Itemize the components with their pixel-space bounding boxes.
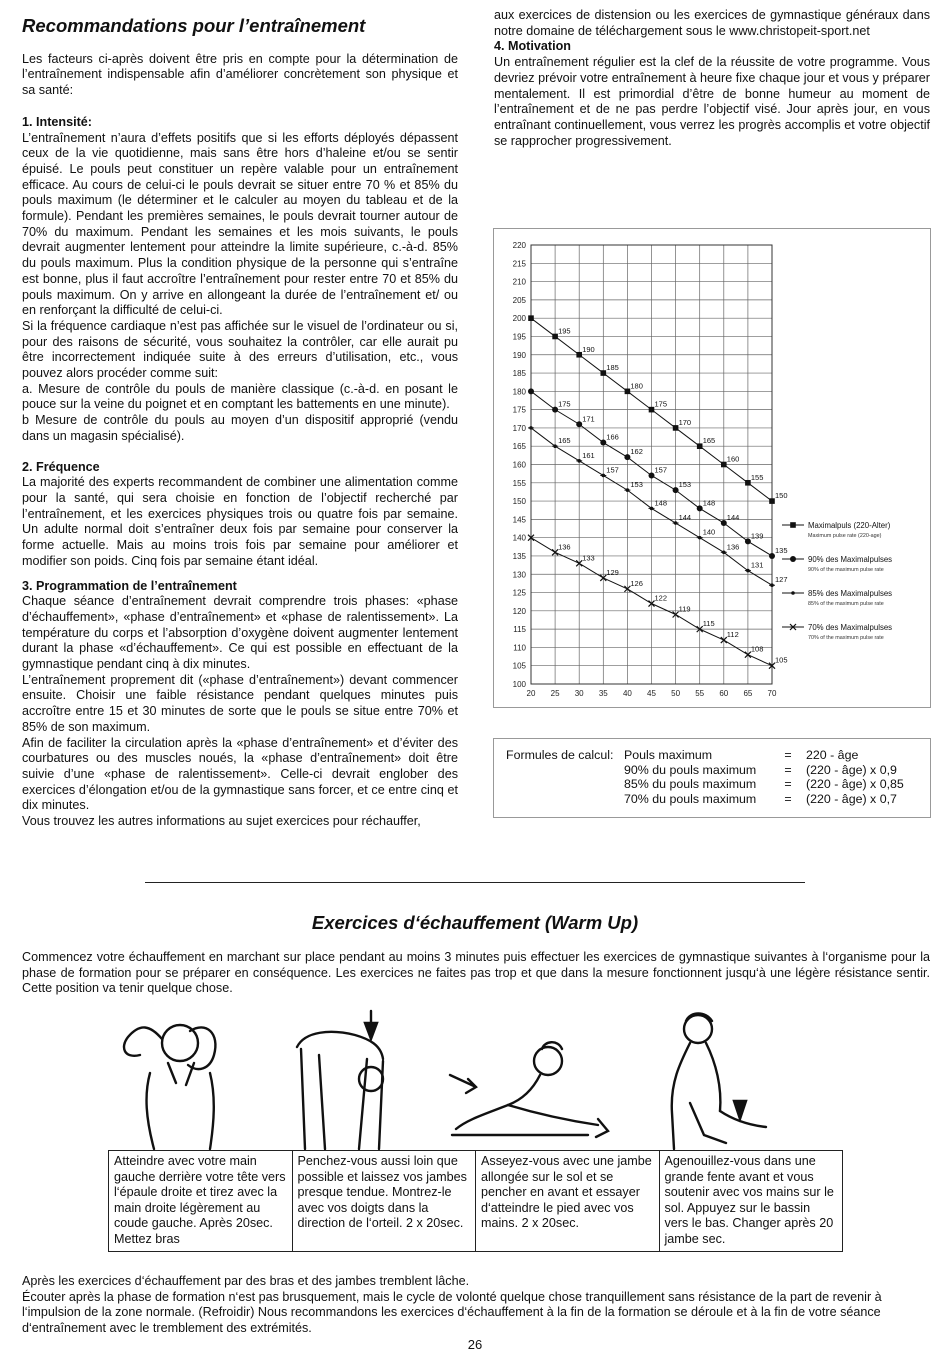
formula-row: [506, 748, 910, 763]
section-programming-heading: 3. Programmation de l’entraînement: [22, 578, 237, 593]
legend-label: 90% des Maximalpulses: [808, 555, 893, 564]
data-label: 112: [726, 630, 739, 640]
data-point: [552, 334, 558, 340]
data-label: 136: [558, 542, 571, 552]
legend-label: Maximalpuls (220-Alter): [808, 521, 891, 530]
x-tick-label: 30: [574, 689, 584, 698]
data-label: 119: [678, 604, 691, 614]
data-label: 160: [726, 454, 740, 464]
formula-equals: =: [784, 748, 792, 762]
formula-label: [506, 763, 624, 778]
x-tick-label: 20: [526, 689, 536, 698]
x-tick-label: 55: [695, 689, 705, 698]
y-tick-label: 160: [512, 460, 526, 470]
y-tick-label: 100: [512, 680, 526, 689]
data-label: 126: [630, 578, 643, 588]
warmup-intro: Commencez votre échauffement en marchant sur place pendant au moins 3 minutes puis effectuer les exercices de gymnastique suivantes à l‘organisme pour la phase de formation pour se préparer en conséquence. Les exercices ne faites pas trop et que dans la mesure fonctionnent jusqu‘à une légère résistance sentir. Cette position va tenir quelque chose.: [22, 950, 930, 996]
data-label: 175: [654, 399, 668, 409]
y-tick-label: 180: [512, 387, 526, 397]
pulse-chart: [494, 229, 930, 707]
data-label: 108: [750, 644, 764, 654]
data-label: 162: [630, 447, 643, 457]
data-label: 157: [654, 465, 668, 475]
data-label: 115: [702, 619, 715, 629]
data-label: 144: [678, 513, 692, 523]
legend-sublabel: Maximum pulse rate (220-age): [808, 533, 882, 539]
data-label: 195: [558, 326, 571, 336]
y-tick-label: 170: [512, 423, 526, 433]
y-tick-label: 130: [512, 570, 526, 580]
y-tick-label: 140: [512, 533, 526, 543]
legend-marker: [790, 556, 796, 562]
exercise-4-illustration: [650, 1003, 770, 1151]
data-label: 175: [558, 399, 571, 409]
section-intensity-heading: 1. Intensité:: [22, 114, 92, 129]
formula-row: [506, 792, 910, 807]
warmup-title: Exercices d‘échauffement (Warm Up): [311, 912, 639, 933]
exercise-3-illustration: [448, 1003, 613, 1151]
page-number: 26: [467, 1337, 483, 1352]
data-label: 136: [726, 542, 740, 552]
legend-sublabel: 85% of the maximum pulse rate: [808, 601, 884, 607]
legend-label: 85% des Maximalpulses: [808, 589, 893, 598]
formula-label: [506, 777, 624, 792]
formula-box: [493, 738, 931, 818]
data-label: 144: [726, 513, 740, 523]
exercise-2-text: Penchez-vous aussi loin que possible et laissez vos jambes presque tendue. Montrez-le avec vos doigts dans la direction de l‘orteil. 2 x 20sec.: [292, 1151, 476, 1252]
exercise-3-text: Asseyez-vous avec une jambe allongée sur le sol et se pencher en avant et essayer d‘atteindre le pied avec vos mains. 2 x 20sec.: [476, 1151, 660, 1252]
formula-value: (220 - âge) x 0,7: [806, 792, 897, 807]
y-tick-label: 205: [512, 295, 526, 305]
data-label: 148: [654, 498, 668, 508]
y-tick-label: 135: [512, 551, 526, 561]
data-label: 161: [582, 450, 595, 460]
continued-paragraph: aux exercices de distension ou les exercices de gymnastique généraux dans notre domaine de téléchargement sous le www.christopeit-sport.net: [494, 8, 930, 38]
data-label: 165: [702, 436, 716, 446]
y-tick-label: 190: [512, 350, 526, 360]
formula-row: [506, 777, 910, 792]
formula-value: (220 - âge) x 0,85: [806, 777, 904, 792]
formula-name: 70% du pouls maximum: [624, 792, 757, 807]
exercise-1-illustration: [110, 1003, 235, 1151]
data-label: 171: [582, 414, 595, 424]
x-tick-label: 45: [647, 689, 656, 698]
motivation-paragraph: Un entraînement régulier est la clef de la réussite de votre programme. Vous devriez prévoir votre entraînement à heure fixe chaque jour et vous y préparer mentalement. Il est primordial d’être de bonne humeur au moment de l’entraînement et de ne pas perdre l’objectif visé. Jour après jour, en vous entraînant continuellement, vous verrez les progrès accomplis et votre objectif se rapprocher progressivement.: [494, 55, 930, 148]
data-point: [673, 425, 679, 431]
formula-name: 85% du pouls maximum: [624, 777, 757, 792]
data-label: 127: [775, 575, 788, 585]
data-label: 157: [606, 465, 619, 475]
data-label: 139: [750, 531, 764, 541]
y-tick-label: 150: [512, 497, 526, 507]
formula-row: [506, 763, 910, 778]
data-label: 150: [775, 491, 788, 501]
data-point: [649, 407, 655, 413]
data-point: [625, 389, 631, 395]
programming-paragraph-4: Vous trouvez les autres informations au sujet exercices pour réchauffer,: [22, 814, 421, 829]
data-label: 165: [558, 436, 571, 446]
x-tick-label: 40: [622, 689, 632, 698]
formula-value: 220 - âge: [806, 748, 859, 762]
y-tick-label: 155: [512, 478, 526, 488]
exercise-table: [108, 1150, 843, 1252]
y-tick-label: 110: [513, 643, 526, 653]
formula-equals: =: [784, 792, 792, 807]
formula-value: (220 - âge) x 0,9: [806, 762, 897, 777]
formula-equals: =: [784, 777, 792, 792]
data-point: [769, 498, 775, 504]
exercise-1-text: Atteindre avec votre main gauche derrière votre tête vers l‘épaule droite et tirez avec la main droite légèrement au coude gauche. Après 20sec. Mettez bras: [109, 1151, 293, 1252]
formula-name: 90% du pouls maximum: [624, 762, 757, 777]
data-point: [528, 388, 534, 394]
formula-equals: =: [784, 762, 792, 777]
y-tick-label: 115: [513, 625, 526, 635]
data-label: 140: [702, 527, 716, 537]
data-point: [721, 462, 727, 468]
y-tick-label: 185: [512, 369, 526, 379]
formula-table: [506, 748, 910, 807]
intensity-item-b: b Mesure de contrôle du pouls au moyen d’un dispositif approprié (vendu dans un magasin spécialisé).: [22, 413, 458, 443]
outro-line-2: Écouter après la phase de formation n‘est pas brusquement, mais le cycle de volonté quelque chose tranquillement sans résistance de la part de revenir à l‘impulsion de la zone normale. (Refroidir) Nous recommandons les exercices d‘échauffement à la fin de la formation se déroule et à la fin de votre séance d‘entraînement avec le tremblement des extrémités.: [22, 1289, 882, 1336]
y-tick-label: 220: [512, 241, 526, 250]
intensity-paragraph-2: Si la fréquence cardiaque n’est pas affichée sur le visuel de l’ordinateur ou si, pour des raisons de sécurité, vous souhaitez la contrôler, car elle aurait pu être incorrectement indiquée suite à des erreurs d’utilisation, etc., vous pouvez alors procéder comme suit:: [22, 318, 458, 381]
data-label: 131: [750, 560, 764, 570]
programming-paragraph-2: L’entraînement proprement dit («phase d’entraînement») devant commencer ensuite. Choisir une faible résistance pendant quelques minutes puis accroître entre 15 et 30 minutes de sorte que le pouls se situe entre 70% et 85% de son maximum.: [22, 672, 458, 734]
page-title: Recommandations pour l’entraînement: [22, 15, 366, 36]
data-label: 153: [630, 480, 643, 490]
exercise-2-illustration: [285, 1003, 410, 1151]
x-tick-label: 50: [671, 689, 681, 698]
data-label: 190: [582, 344, 595, 354]
pulse-chart-frame: [493, 228, 931, 708]
data-point: [576, 352, 582, 358]
x-tick-label: 60: [719, 689, 729, 698]
x-tick-label: 65: [743, 689, 753, 698]
programming-paragraph-1: Chaque séance d’entraînement devrait comprendre trois phases: «phase d’échauffement», «phase d’entraînement» et «phase de ralentissement». La température du corps et l’absorption d’oxygène doivent augmenter lentement durant la phase «d’échauffement». Ce qui est possible en effectuant de la gymnastique pendant cinq à dix minutes.: [22, 594, 458, 672]
section-divider: [145, 882, 805, 883]
data-label: 105: [775, 655, 788, 665]
x-tick-label: 25: [550, 689, 560, 698]
y-tick-label: 175: [512, 405, 526, 415]
intensity-item-a: a. Mesure de contrôle du pouls de manière classique (c.-à-d. en posant le pouce sur la veine du poignet et en comptant les battements en une minute).: [22, 381, 458, 412]
intensity-paragraph: L’entraînement n’aura d’effets positifs que si les efforts déployés dépassent ceux de la vie quotidienne, mais sans être hors d’haleine et/ou se sentir épuisé. Le pouls peut constituer un repère valable pour un entraînement efficace. Au cours de celui-ci le pouls devrait se situer entre 70 % et 85% du pouls maximum (le déterminer et le calculer au moyen du tableau et de la formule). Pendant les premières semaines, le pouls devrait tourner autour de 70% du maximum. Pendant les semaines et les mois suivants, le pouls devrait augmenter lentement pour atteindre la limite supérieure, c.-à-d. 85% du pouls maximum. Plus la condition physique de la personne qui s’entraîne est bonne, plus il faut accroître l’entraînement pour rester entre 70 et 85% du pouls maximum. On y arrive en allongeant la durée de l’entraînement et/ ou en renforçant la difficulté de celui-ci.: [22, 130, 458, 318]
data-label: 185: [606, 363, 619, 373]
programming-paragraph-3: Afin de faciliter la circulation après la «phase d’entraînement» et d’éviter des courbatures ou des muscles noués, la «phase d’entraînement» doit être suivie d’une «phase de ralentissement». Celle-ci devrait englober des exercices d’élongation et/ou de la gymnastique sans forcer, et ce entre cinq et dix minutes.: [22, 735, 458, 813]
y-tick-label: 200: [512, 314, 526, 324]
warmup-outro: [22, 1274, 930, 1337]
legend-marker: [790, 522, 796, 528]
data-label: 166: [606, 432, 619, 442]
legend-sublabel: 90% of the maximum pulse rate: [808, 567, 884, 573]
y-tick-label: 165: [512, 442, 526, 452]
data-label: 153: [678, 480, 692, 490]
left-column: [22, 15, 458, 830]
formula-name: Pouls maximum: [624, 748, 713, 762]
exercise-4-text: Agenouillez-vous dans une grande fente avant et vous soutenir avec vos mains sur le sol. Appuyez sur le bassin vers le bas. Changer après 20 jambe sec.: [659, 1151, 843, 1252]
intro-paragraph: Les facteurs ci-après doivent être pris en compte pour la détermination de l’entraînement indispensable afin d’améliorer concrètement son physique et sa santé:: [22, 51, 458, 98]
outro-line-1: Après les exercices d‘échauffement par des bras et des jambes tremblent lâche.: [22, 1274, 470, 1288]
data-label: 170: [678, 417, 692, 427]
y-tick-label: 125: [512, 588, 526, 598]
data-label: 133: [582, 553, 595, 563]
y-tick-label: 105: [512, 661, 526, 671]
data-label: 180: [630, 381, 643, 391]
data-label: 122: [654, 593, 668, 603]
legend-sublabel: 70% of the maximum pulse rate: [808, 635, 884, 641]
y-tick-label: 210: [512, 277, 526, 287]
frequency-paragraph: La majorité des experts recommandent de combiner une alimentation comme pour la santé, qui sera choisie en fonction de l’objectif recherché par l’entraînement, et les exercices physiques trois ou quatre fois par semaine. Un adulte normal doit s’entraîner deux fois par semaine pour conserver la forme actuelle. Mais au moins trois fois par semaine pour améliorer et modifier son poids. Cinq fois par semaine étant idéal.: [22, 475, 458, 568]
y-tick-label: 145: [512, 515, 526, 525]
y-tick-label: 195: [512, 332, 526, 342]
section-frequency-heading: 2. Fréquence: [22, 459, 100, 474]
formula-label: [506, 792, 624, 807]
y-tick-label: 215: [512, 259, 526, 269]
section-motivation-heading: 4. Motivation: [494, 39, 571, 54]
data-point: [697, 443, 703, 449]
right-column: [494, 8, 930, 149]
data-label: 155: [750, 472, 764, 482]
x-tick-label: 70: [767, 689, 777, 698]
y-tick-label: 120: [512, 606, 526, 616]
legend-label: 70% des Maximalpulses: [808, 623, 893, 632]
data-label: 135: [775, 545, 788, 555]
data-label: 129: [606, 567, 619, 577]
data-point: [528, 315, 534, 321]
x-tick-label: 35: [598, 689, 608, 698]
data-point: [601, 370, 607, 376]
data-point: [745, 480, 751, 486]
data-label: 148: [702, 498, 716, 508]
formula-label: Formules de calcul:: [506, 748, 614, 762]
